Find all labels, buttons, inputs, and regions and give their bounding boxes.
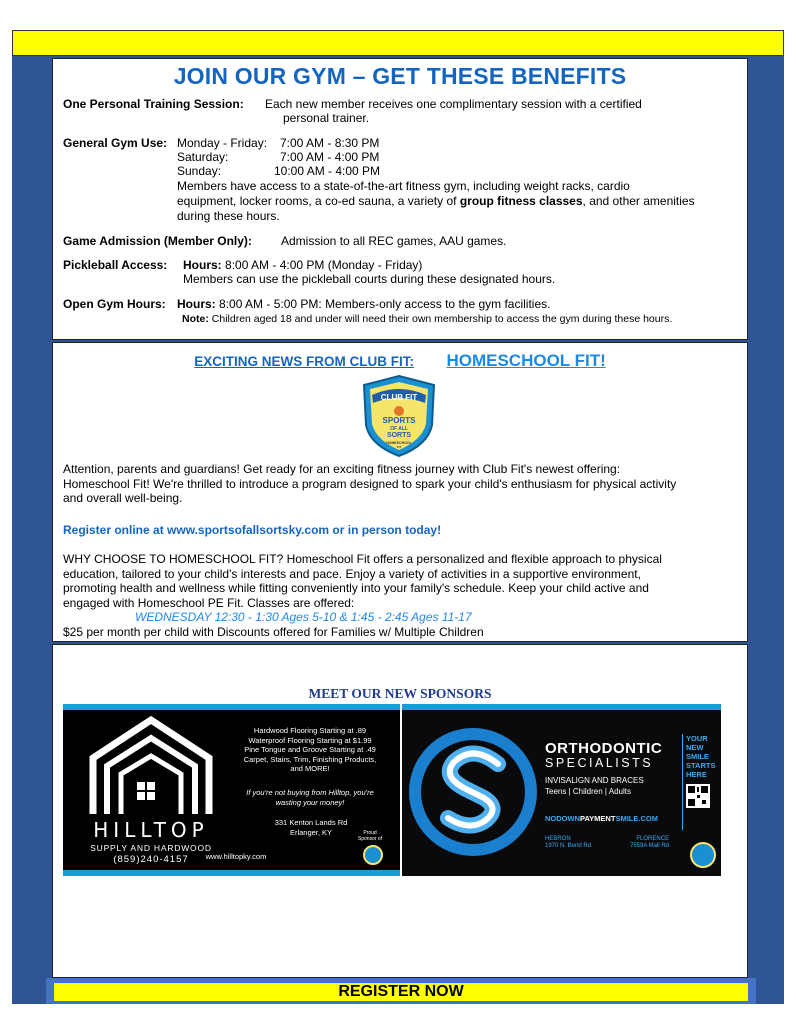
barn-icon — [63, 710, 239, 818]
pickle-label: Pickleball Access: — [63, 258, 168, 272]
intro-line-2: Homeschool Fit! We're thrilled to introduce a program designed to spark your child's enthusiasm for physical activity — [63, 476, 677, 491]
benefits-panel — [52, 58, 748, 340]
ortho-s-logo-icon — [406, 714, 540, 870]
pickle-desc: Members can use the pickleball courts during these designated hours. — [183, 272, 556, 286]
ortho-top-stripe — [402, 704, 721, 710]
offer-2: Waterproof Flooring Starting at $1.99 — [248, 735, 372, 745]
ortho-ad[interactable] — [402, 704, 721, 876]
gym-desc-b-text: equipment, locker rooms, a co-ed sauna, a variety of — [177, 194, 460, 208]
ortho-name-2: SPECIALISTS — [545, 756, 654, 770]
logo-club-fit: CLUB FIT — [380, 393, 418, 402]
gym-label: General Gym Use: — [63, 136, 168, 150]
hilltop-phone: (859)240-4157 — [113, 854, 189, 865]
training-label: One Personal Training Session: — [63, 97, 244, 111]
why-line-2: education, tailored to your child's interests and pace. Enjoy a variety of activities in a supportive environment, — [63, 566, 641, 581]
gym-sat-hours: 7:00 AM - 4:00 PM — [280, 150, 380, 164]
sponsors-panel — [52, 644, 748, 978]
logo-sports: SPORTS — [382, 416, 416, 425]
open-label: Open Gym Hours: — [63, 297, 166, 311]
sponsor-badge-icon — [363, 845, 383, 865]
gym-sun-hours: 10:00 AM - 4:00 PM — [274, 164, 381, 178]
slogan-2: wasting your money! — [275, 797, 345, 807]
hebron-name: HEBRON — [545, 836, 571, 842]
gym-desc-a: Members have access to a state-of-the-art fitness gym, including weight racks, cardio — [177, 179, 630, 193]
slogan-1: If you're not buying from Hilltop, you're — [246, 788, 374, 797]
news-label: EXCITING NEWS FROM CLUB FIT: — [194, 354, 414, 369]
hilltop-tagline: SUPPLY AND HARDWOOD — [90, 843, 212, 853]
note-label: Note: — [182, 313, 209, 325]
price-line: $25 per month per child with Discounts offered for Families w/ Multiple Children — [63, 624, 484, 639]
why-line-1: WHY CHOOSE TO HOMESCHOOL FIT? Homeschool Fit offers a personalized and flexible approach to physical — [63, 552, 662, 566]
training-text-1: Each new member receives one complimentary session with a certified — [265, 97, 642, 111]
address-1: 331 Kenton Lands Rd — [274, 818, 348, 827]
logo-homeschool: HOMESCHOOL — [386, 441, 412, 445]
logo-of-all: OF ALL — [390, 426, 408, 432]
ortho-location-hebron — [545, 836, 591, 850]
why-line-3: promoting health and wellness while fitting conveniently into your family's schedule. Keep your child active and — [63, 581, 649, 595]
training-text-2: personal trainer. — [283, 111, 370, 125]
ortho-groups: Teens | Children | Adults — [545, 787, 631, 796]
gym-sun-day: Sunday: — [177, 164, 222, 178]
web-part-c: SMILE.COM — [615, 814, 658, 823]
side-4: STARTS — [686, 761, 716, 770]
gym-desc-b — [177, 194, 695, 209]
pickle-hours — [183, 258, 422, 273]
side-5: HERE — [686, 770, 707, 779]
register-now-button[interactable]: REGISTER NOW — [54, 983, 748, 1001]
intro-paragraph — [63, 462, 739, 506]
ortho-location-florence — [630, 836, 669, 850]
ortho-website[interactable] — [545, 814, 658, 823]
hilltop-website[interactable]: www.hilltopky.com — [205, 852, 267, 861]
gym-mf-hours: 7:00 AM - 8:30 PM — [280, 136, 380, 150]
hilltop-bottom-stripe — [63, 870, 400, 876]
logo-sorts: SORTS — [386, 432, 412, 439]
florence-name: FLORENCE — [636, 836, 670, 842]
gym-desc-c-text: , and other amenities — [582, 194, 695, 208]
gym-sat-day: Saturday: — [177, 150, 229, 164]
hilltop-ad[interactable] — [63, 704, 400, 876]
offer-5: and MORE! — [290, 764, 330, 773]
pickle-hours-value: 8:00 AM - 4:00 PM (Monday - Friday) — [225, 258, 423, 272]
ortho-name-1: ORTHODONTIC — [545, 740, 663, 757]
hebron-address: 1970 N. Bend Rd — [545, 843, 592, 849]
intro-line-1: Attention, parents and guardians! Get ready for an exciting fitness journey with Club Fit's newest offering: — [63, 462, 621, 476]
hilltop-name: HILLTOP — [93, 818, 209, 842]
hilltop-address — [251, 818, 371, 837]
sponsors-title: MEET OUR NEW SPONSORS — [308, 686, 492, 701]
side-2: NEW — [686, 743, 704, 752]
offer-4: Carpet, Stairs, Trim, Finishing Products, — [243, 754, 377, 764]
register-bar — [46, 978, 756, 1004]
program-name: HOMESCHOOL FIT! — [446, 351, 606, 370]
top-banner — [12, 30, 784, 56]
class-schedule: WEDNESDAY 12:30 - 1:30 Ages 5-10 & 1:45 - 2:45 Ages 11-17 — [135, 610, 472, 624]
offer-3: Pine Tongue and Groove Starting at .49 — [244, 745, 376, 754]
gym-mf-day: Monday - Friday: — [177, 136, 268, 150]
why-line-4: engaged with Homeschool PE Fit. Classes are offered: — [63, 595, 355, 610]
open-hours — [177, 297, 550, 312]
open-hours-value: 8:00 AM - 5:00 PM: Members-only access to the gym facilities. — [219, 297, 551, 311]
web-part-a: NODOWN — [545, 814, 580, 823]
logo-fit: FIT — [396, 445, 402, 449]
florence-address: 7559A Mall Rd — [630, 843, 670, 849]
hilltop-slogan — [231, 788, 389, 807]
intro-line-3: and overall well-being. — [63, 491, 183, 505]
hilltop-offers — [235, 726, 385, 774]
pickle-hours-label: Hours: — [183, 258, 222, 272]
game-text: Admission to all REC games, AAU games. — [281, 234, 507, 248]
ortho-sponsor-badge-icon — [690, 842, 716, 868]
training-row — [63, 97, 244, 112]
why-paragraph — [63, 552, 739, 639]
side-1: YOUR — [686, 734, 708, 743]
game-label: Game Admission (Member Only): — [63, 234, 252, 248]
open-hours-label: Hours: — [177, 297, 216, 311]
gym-desc-d: during these hours. — [177, 209, 280, 223]
address-2: Erlanger, KY — [289, 827, 333, 837]
ortho-divider — [682, 734, 683, 830]
homeschool-panel — [52, 342, 748, 642]
qr-code-icon — [686, 784, 710, 808]
group-fitness-classes: group fitness classes — [459, 194, 583, 208]
club-fit-logo — [358, 373, 440, 459]
ortho-service: INVISALIGN AND BRACES — [545, 776, 644, 785]
side-3: SMILE — [686, 752, 709, 761]
ortho-side-text — [686, 734, 718, 779]
benefits-title: JOIN OUR GYM – GET THESE BENEFITS — [173, 63, 627, 89]
news-heading — [53, 351, 747, 371]
note-text: Children aged 18 and under will need their own membership to access the gym during these hours. — [211, 313, 673, 325]
proud-sponsor-text: Proud Sponsor of — [357, 830, 383, 842]
offer-1: Hardwood Flooring Starting at .89 — [253, 726, 367, 735]
membership-note — [182, 312, 672, 327]
register-online-line: Register online at www.sportsofallsortsky.com or in person today! — [63, 523, 442, 537]
web-part-b: PAYMENT — [580, 814, 616, 823]
hilltop-logo-area — [63, 710, 239, 870]
